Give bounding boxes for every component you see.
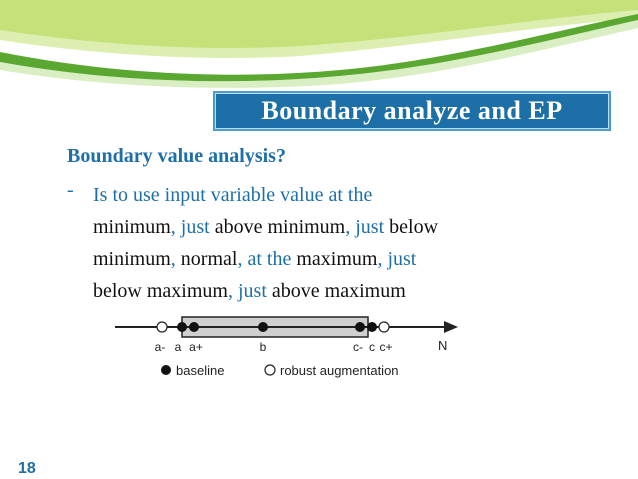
bullet-text (93, 179, 563, 307)
arrow-head-icon (444, 321, 458, 333)
point-cplus (379, 322, 389, 332)
legend-robust-dot (265, 365, 275, 375)
bullet-line-2-segment: below (389, 216, 439, 238)
bullet-line-4-segment: below maximum (93, 280, 228, 302)
legend-robust-label: robust augmentation (280, 363, 399, 378)
bullet-line-2-segment: , just (170, 216, 215, 238)
bullet-line-3-segment: normal (180, 248, 238, 270)
boundary-diagram (110, 310, 470, 385)
bullet-line-4-segment: , just (227, 280, 272, 302)
section-heading: Boundary value analysis? (67, 145, 286, 167)
axis-label-n: N (438, 338, 448, 353)
tick-label: c (369, 340, 375, 354)
bullet-line-1: Is to use input variable value at the (93, 184, 373, 206)
bullet-line-2 (93, 211, 563, 243)
point-aminus (157, 322, 167, 332)
point-aplus (189, 322, 199, 332)
point-cminus (355, 322, 365, 332)
bullet-line-2-segment: above minimum (214, 216, 346, 238)
bullet-line-3-segment: , at the (237, 248, 297, 270)
decorative-swoosh (0, 0, 638, 90)
bullet-line-3-segment: , just (377, 248, 417, 270)
bullet-line-3-segment: , (170, 248, 181, 270)
bullet-line-3-segment: maximum (296, 248, 378, 270)
tick-label: a (174, 340, 182, 354)
bullet-line-3 (93, 243, 563, 275)
bullet-line-4-segment: above maximum (271, 280, 406, 302)
tick-label: a- (154, 340, 166, 354)
point-b (258, 322, 268, 332)
tick-label: c- (353, 340, 363, 354)
page-number: 18 (18, 460, 36, 477)
bullet-line-2-segment: minimum (93, 216, 171, 238)
tick-label: c+ (379, 340, 393, 354)
bullet-marker: - (67, 179, 74, 201)
tick-label: b (259, 340, 267, 354)
title-box (213, 91, 611, 131)
tick-label: a+ (189, 340, 203, 354)
legend-baseline-dot (161, 365, 171, 375)
point-c (367, 322, 377, 332)
bullet-line-2-segment: , just (345, 216, 390, 238)
tick-labels-layer (155, 340, 393, 354)
bullet-line-3-segment: minimum (93, 248, 171, 270)
bullet-line-4 (93, 275, 563, 307)
slide-title: Boundary analyze and EP (261, 96, 563, 125)
point-a (177, 322, 187, 332)
legend-baseline-label: baseline (176, 363, 225, 378)
